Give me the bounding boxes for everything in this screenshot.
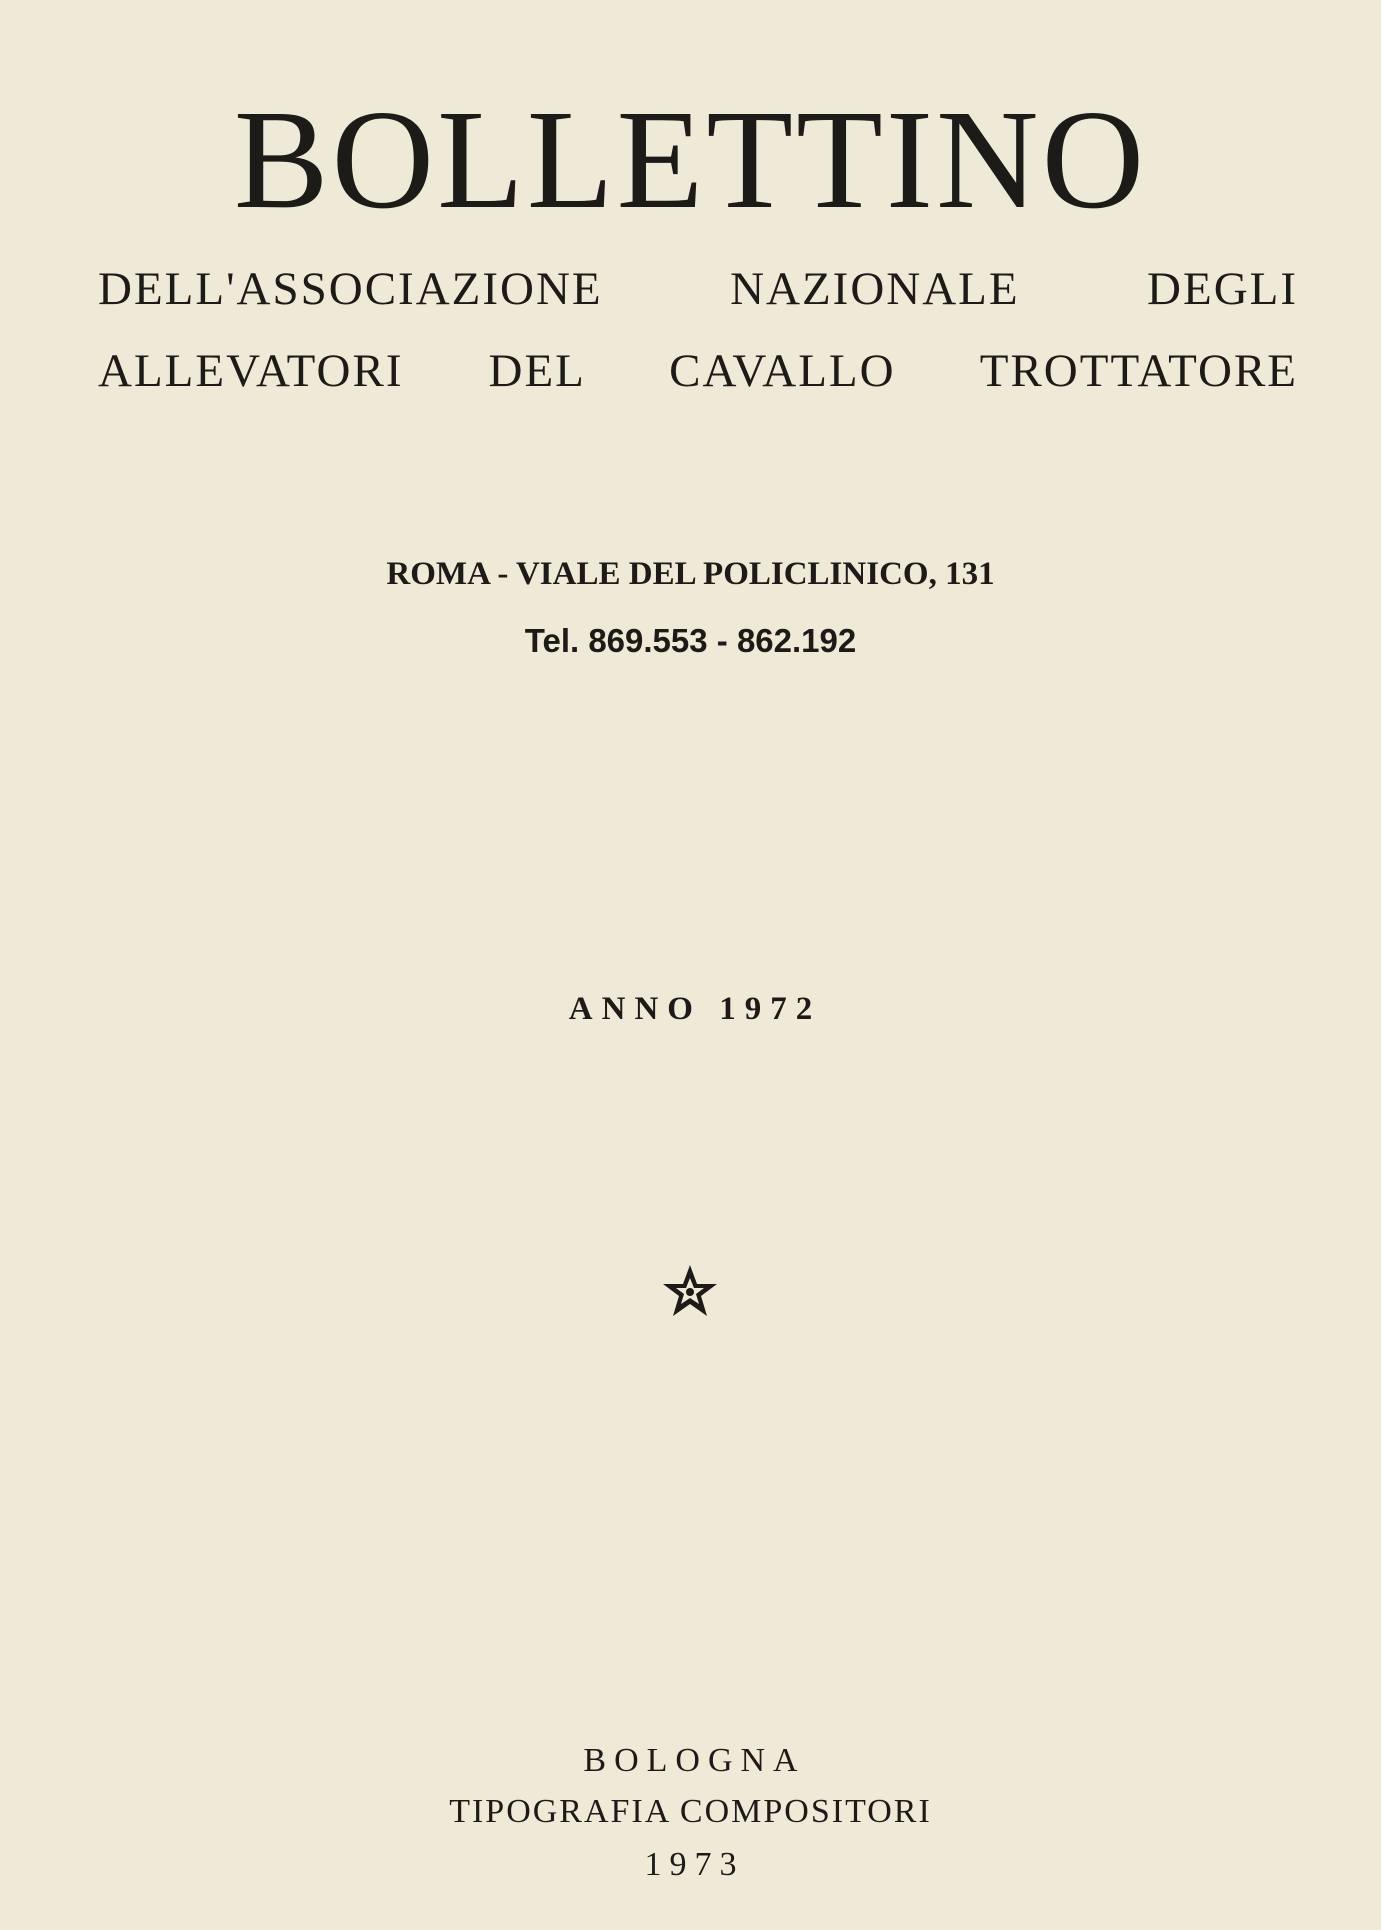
address-line: ROMA - VIALE DEL POLICLINICO, 131 [386,556,995,592]
phone-line: Tel. 869.553 - 862.192 [524,622,857,659]
imprint-printer: TIPOGRAFIA COMPOSITORI [449,1793,932,1830]
star-center [686,1288,694,1296]
star-ornament-svg [660,1262,720,1322]
imprint-city: BOLOGNA [583,1742,806,1779]
edition-year: ANNO 1972 [568,991,822,1027]
publication-title: BOLLETTINO [233,80,1148,238]
imprint-year: 1973 [644,1846,745,1883]
subtitle-line-2: ALLEVATORI DEL CAVALLO TROTTATORE [98,345,1298,397]
star-ornament-icon [660,1262,720,1322]
subtitle-line-1: DELL'ASSOCIAZIONE NAZIONALE DEGLI [98,263,1298,315]
